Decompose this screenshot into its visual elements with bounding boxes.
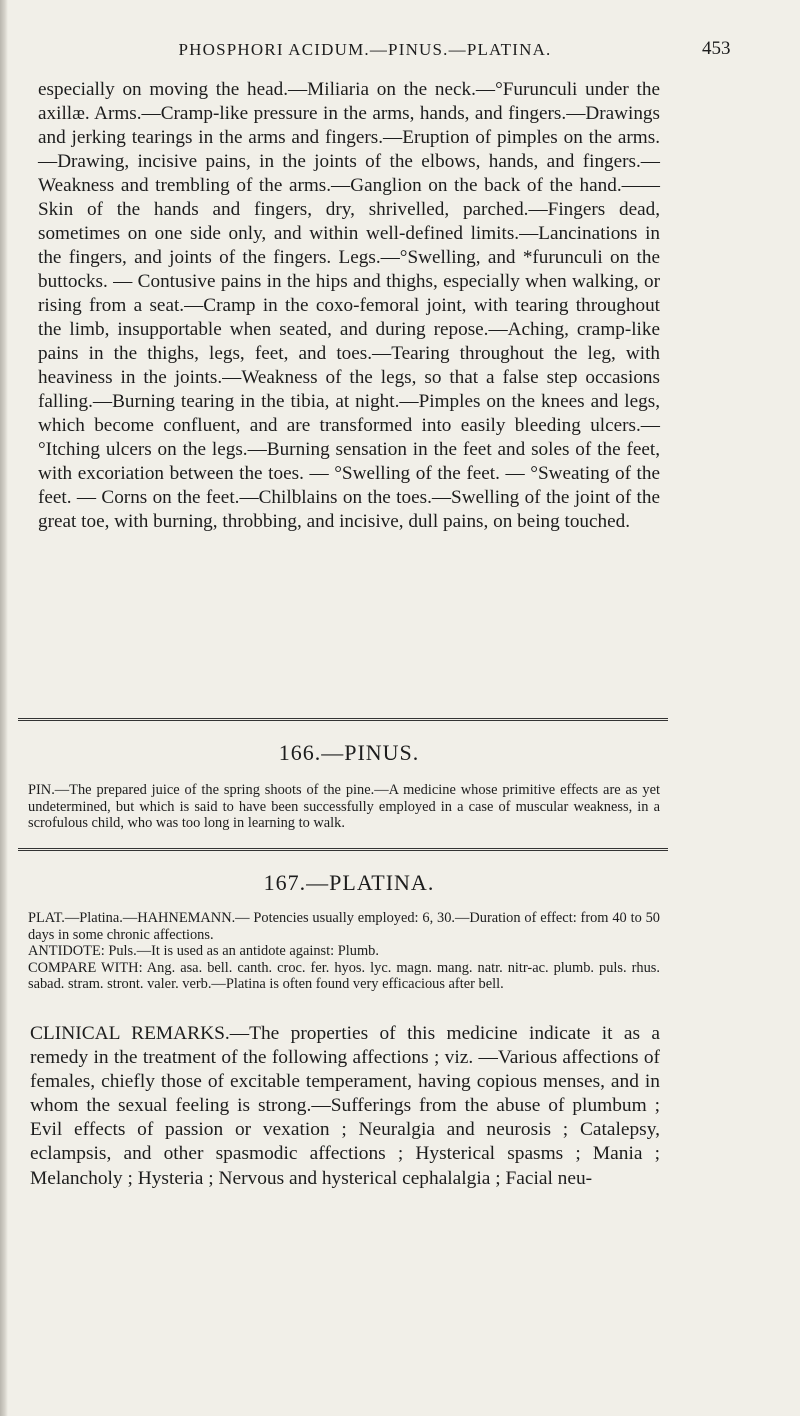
pinus-description: [28, 782, 660, 832]
page-binding-shadow: [0, 0, 8, 1416]
phosphori-acidum-text: [38, 78, 660, 534]
section-divider-platina: [18, 848, 668, 851]
page-number: 453: [702, 38, 731, 59]
platina-antidote: ANTIDOTE: Puls.—It is used as an antidote against: Plumb.: [28, 943, 379, 959]
platina-clinical-remarks: [30, 1022, 660, 1191]
phosphori-paragraph: especially on moving the head.—Miliaria on the neck.—°Furunculi under the axillæ. Arms.—Cramp-like pressure in the arms, hands, and fingers.—Drawings and jerking tearings in the arms and fingers.—Eruption of pimples on the arms.—Drawing, incisive pains, in the joints of the elbows, hands, and fingers.—Weakness and trembling of the arms.—Ganglion on the back of the hand.——Skin of the hands and fingers, dry, shrivelled, parched.—Fingers dead, sometimes on one side only, and within well-defined limits.—Lancinations in the fingers, and joints of the fingers. Legs.—°Swelling, and *furunculi on the buttocks. — Contusive pains in the hips and thighs, especially when walking, or rising from a seat.—Cramp in the coxo-femoral joint, with tearing throughout the limb, insupportable when seated, and during repose.—Aching, cramp-like pains in the thighs, legs, feet, and toes.—Tearing throughout the leg, with heaviness in the joints.—Weakness of the legs, so that a false step occasions falling.—Burning tearing in the tibia, at night.—Pimples on the knees and legs, which become confluent, and are transformed into easily bleeding ulcers.—°Itching ulcers on the legs.—Burning sensation in the feet and soles of the feet, with excoriation between the toes. — °Swelling of the feet. — °Sweating of the feet. — Corns on the feet.—Chilblains on the toes.—Swelling of the joint of the great toe, with burning, throbbing, and incisive, dull pains, on being touched.: [38, 79, 660, 532]
section-divider-pinus: [18, 718, 668, 721]
pinus-title: 166.—PINUS.: [278, 740, 420, 765]
pinus-paragraph: PIN.—The prepared juice of the spring shoots of the pine.—A medicine whose primitive effects are as yet undetermined, but which is said to have been successfully employed in a case of muscular weakness, in a scrofulous child, who was too long in learning to walk.: [28, 782, 660, 831]
platina-intro: PLAT.—Platina.—HAHNEMANN.— Potencies usually employed: 6, 30.—Duration of effect: from 40 to 50 days in some chronic affections.: [28, 910, 660, 943]
running-head: PHOSPHORI ACIDUM.—PINUS.—PLATINA.: [178, 40, 552, 59]
platina-compare: COMPARE WITH: Ang. asa. bell. canth. croc. fer. hyos. lyc. magn. mang. natr. nitr-ac. plumb. puls. rhus. sabad. stram. stront. valer. verb.—Platina is often found very efficacious after bell.: [28, 959, 660, 992]
clinical-paragraph: CLINICAL REMARKS.—The properties of this medicine indicate it as a remedy in the treatment of the following affections ; viz. —Various affections of females, chiefly those of excitable temperament, having copious menses, and in whom the sexual feeling is strong.—Sufferings from the abuse of plumbum ; Evil effects of passion or vexation ; Neuralgia and neurosis ; Catalepsy, eclampsis, and other spasmodic affections ; Hysterical spasms ; Mania ; Melancholy ; Hysteria ; Nervous and hysterical cephalalgia ; Facial neu-: [30, 1023, 660, 1189]
platina-summary: [28, 910, 660, 993]
platina-title: 167.—PLATINA.: [263, 870, 435, 895]
